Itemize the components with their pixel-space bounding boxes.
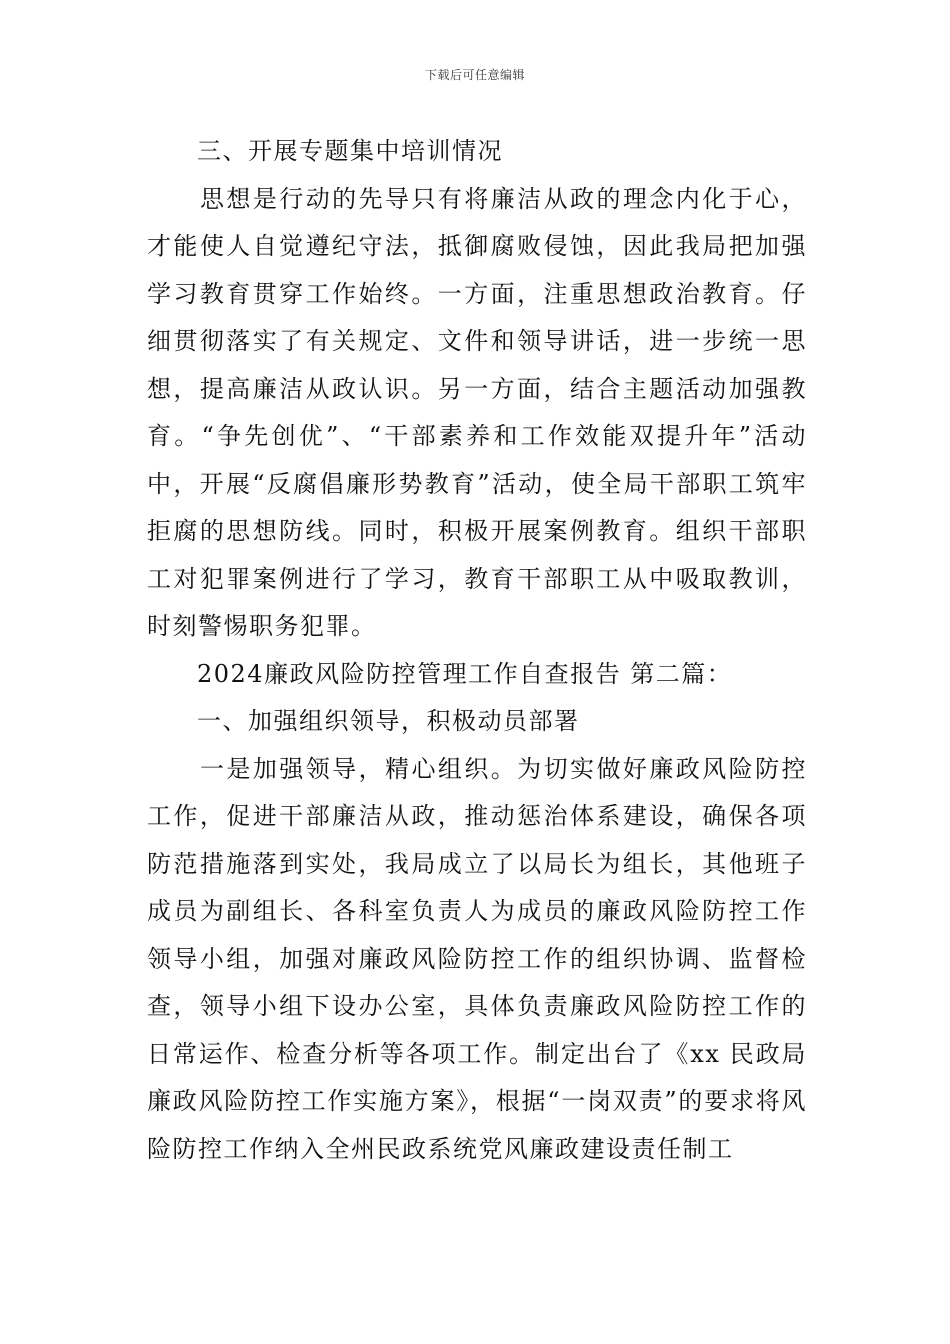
section1-title: 一、加强组织领导，积极动员部署	[197, 707, 580, 735]
section3-title: 三、开展专题集中培训情况	[197, 137, 503, 165]
section1-paragraph: 一是加强领导，精心组织。为切实做好廉政风险防控工作，促进干部廉洁从政，推动惩治体系建设，确保各项防范措施落到实处，我局成立了以局长为组长，其他班子成员为副组长、各科室负责人为成员的廉政风险防控工作领导小组，加强对廉政风险防控工作的组织协调、监督检查，领导小组下设办公室，具体负责廉政风险防控工作的日常运作、检查分析等各项工作。制定出台了《xx 民政局廉政风险防控工作实施方案》，根据“一岗双责”的要求将风险防控工作纳入全州民政系统党风廉政建设责任制工	[147, 754, 807, 1163]
document-body	[147, 128, 807, 1173]
section3-paragraph: 思想是行动的先导只有将廉洁从政的理念内化于心，才能使人自觉遵纪守法，抵御腐败侵蚀，因此我局把加强学习教育贯穿工作始终。一方面，注重思想政治教育。仔细贯彻落实了有关规定、文件和领导讲话，进一步统一思想，提高廉洁从政认识。另一方面，结合主题活动加强教育。“争先创优”、“干部素养和工作效能双提升年”活动中，开展“反腐倡廉形势教育”活动，使全局干部职工筑牢拒腐的思想防线。同时，积极开展案例教育。组织干部职工对犯罪案例进行了学习，教育干部职工从中吸取教训，时刻警惕职务犯罪。	[147, 184, 807, 640]
page-header-note: 下载后可任意编辑	[424, 68, 525, 82]
part2-title: 2024廉政风险防控管理工作自查报告 第二篇：	[197, 659, 733, 688]
